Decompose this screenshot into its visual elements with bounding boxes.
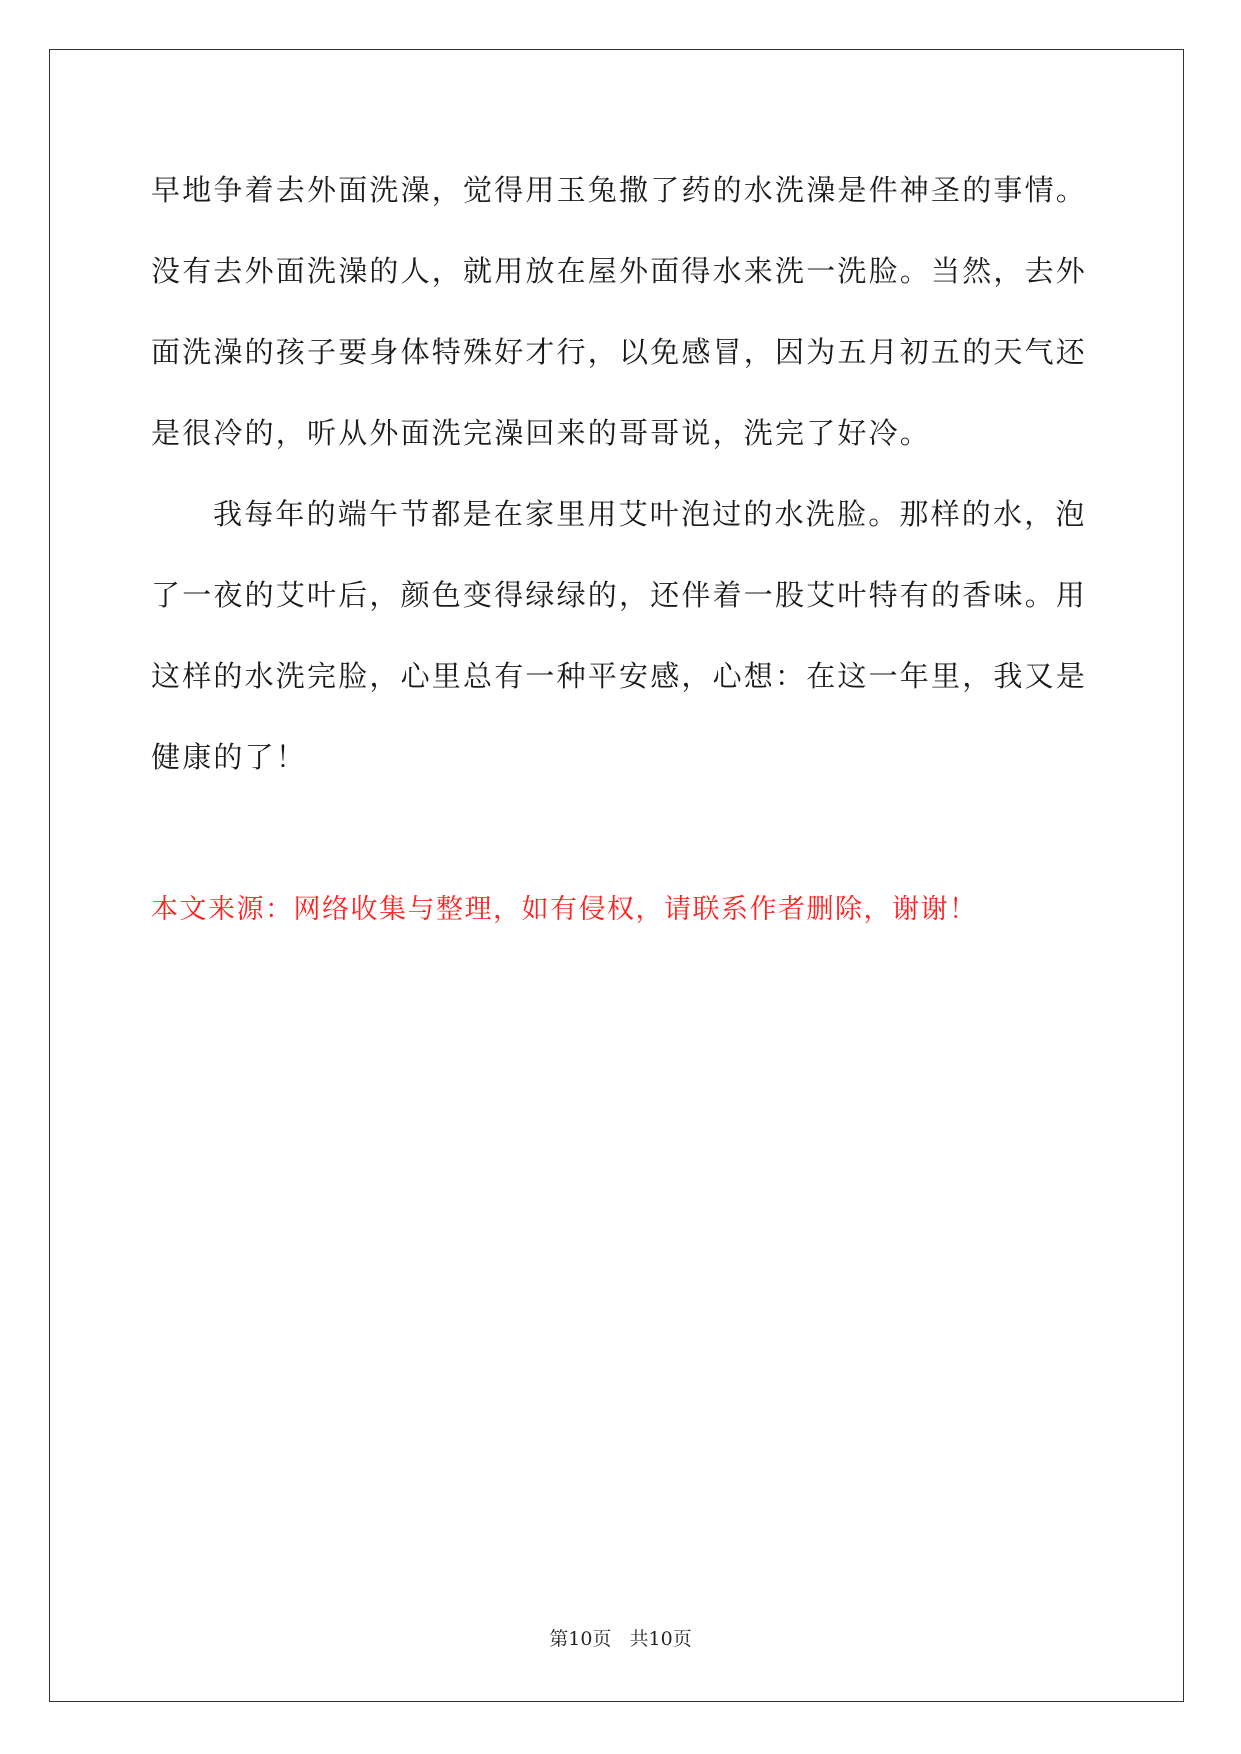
- page-footer: [0, 1624, 1241, 1651]
- text-line: 健康的了！: [151, 740, 308, 774]
- page-number-current: 第10页: [549, 1628, 612, 1650]
- document-body: [151, 150, 1091, 798]
- text-line: 这样的水洗完脸，心里总有一种平安感，心想：在这一年里，我又是: [151, 659, 1088, 693]
- page-number-total: 共10页: [629, 1628, 692, 1650]
- text-line: 面洗澡的孩子要身体特殊好才行，以免感冒，因为五月初五的天气还: [151, 335, 1088, 369]
- text-line: 是很冷的，听从外面洗完澡回来的哥哥说，洗完了好冷。: [151, 416, 932, 450]
- text-line: 我每年的端午节都是在家里用艾叶泡过的水洗脸。那样的水，泡: [213, 497, 1087, 531]
- text-line: 了一夜的艾叶后，颜色变得绿绿的，还伴着一股艾叶特有的香味。用: [151, 578, 1088, 612]
- paragraph-2: [151, 474, 1091, 798]
- paragraph-1: [151, 150, 1091, 474]
- source-disclaimer: 本文来源：网络收集与整理，如有侵权，请联系作者删除，谢谢！: [151, 894, 978, 925]
- text-line: 没有去外面洗澡的人，就用放在屋外面得水来洗一洗脸。当然，去外: [151, 254, 1088, 288]
- text-line: 早地争着去外面洗澡，觉得用玉兔撒了药的水洗澡是件神圣的事情。: [151, 173, 1088, 207]
